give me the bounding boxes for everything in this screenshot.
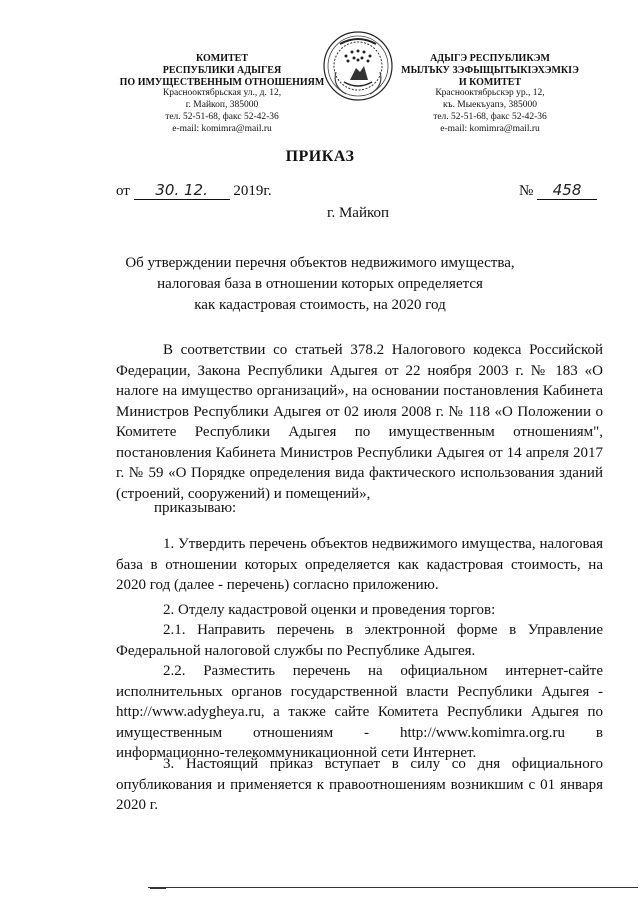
footer-divider [148, 887, 638, 888]
org-name-adyghe-line-1: АДЫГЭ РЕСПУБЛИКЭМ [430, 53, 550, 64]
org-email: e-mail: komimra@mail.ru [172, 123, 272, 134]
org-address-adyghe: Краснооктябрьскэр ур., 12, [435, 88, 545, 99]
preamble-paragraph: В соответствии со статьей 378.2 Налогового кодекса Российской Федерации, Закона Республики Адыгея от 22 ноября 2003 г. № 183 «О налоге на имущество организаций», на основании постановления Кабинета Министров Республики Адыгея от 02 июля 2008 г. № 118 «О Положении о Комитете Республики Адыгея по имущественным отношениям", постановления Кабинета Министров Республики Адыгея от 14 апреля 2017 г. № 59 «О Порядке определения вида фактического использования зданий (строений, сооружений) и помещений», [116, 342, 603, 502]
item-2-paragraph: 2. Отделу кадастровой оценки и проведения торгов: [163, 602, 496, 618]
item-1-paragraph: 1. Утвердить перечень объектов недвижимого имущества, налоговая база в отношении которых определяется как кадастровая стоимость, на 2020 год (далее - перечень) согласно приложению. [116, 536, 603, 593]
document-subject [0, 253, 640, 316]
coat-of-arms-emblem [322, 30, 394, 102]
org-city: г. Майкоп, 385000 [185, 100, 259, 111]
number-sign: № [519, 183, 534, 199]
date-prefix: от [116, 183, 130, 199]
order-word: приказываю: [154, 500, 237, 516]
subject-line-2: налоговая база в отношении которых определяется [157, 276, 483, 292]
org-email-adyghe: e-mail: komimra@mail.ru [440, 123, 540, 134]
org-city-adyghe: къ. Мыекъуапэ, 385000 [443, 100, 537, 111]
org-phone-adyghe: тел. 52-51-68, факс 52-42-36 [433, 111, 547, 122]
org-name-adyghe-line-2: МЫЛЪКУ ЗЭФЫЩЫТЫКІЭХЭМКІЭ [401, 64, 579, 76]
org-name-line-2: РЕСПУБЛИКИ АДЫГЕЯ [162, 64, 282, 76]
item-2-2-paragraph: 2.2. Разместить перечень на официальном интернет-сайте исполнительных органов государственной власти Республики Адыгея - http://www.adygheya.ru, а также сайте Комитета Республики Адыгея по имущественным отношениям - http://www.komimra.org.ru в информационно-телекоммуникационной сети Интернет. [116, 663, 603, 761]
subject-line-1: Об утверждении перечня объектов недвижимого имущества, [125, 255, 515, 271]
item-2-1-paragraph: 2.1. Направить перечень в электронной форме в Управление Федеральной налоговой службы по Республике Адыгея. [116, 622, 603, 659]
date-row [116, 181, 272, 200]
org-name-line-1: КОМИТЕТ [195, 53, 248, 64]
document-title: ПРИКАЗ [285, 148, 355, 165]
item-3-paragraph: 3. Настоящий приказ вступает в силу со дня официального опубликования и применяется к правоотношениям возникшим с 01 января 2020 г. [116, 756, 603, 813]
handwritten-order-number: 458 [537, 181, 597, 200]
header-left [112, 53, 332, 136]
org-phone: тел. 52-51-68, факс 52-42-36 [165, 111, 279, 122]
org-name-line-3: ПО ИМУЩЕСТВЕННЫМ ОТНОШЕНИЯМ [119, 76, 325, 88]
header-right [390, 53, 590, 136]
date-year: 2019г. [233, 183, 272, 199]
order-number-row [519, 181, 597, 200]
subject-line-3: как кадастровая стоимость, на 2020 год [194, 297, 446, 313]
document-city: г. Майкоп [327, 205, 390, 221]
footer-divider-fragment [150, 887, 166, 889]
handwritten-date: 30. 12. [134, 181, 230, 200]
org-name-adyghe-line-3: И КОМИТЕТ [458, 76, 522, 88]
org-address: Краснооктябрьская ул., д. 12, [162, 88, 282, 99]
